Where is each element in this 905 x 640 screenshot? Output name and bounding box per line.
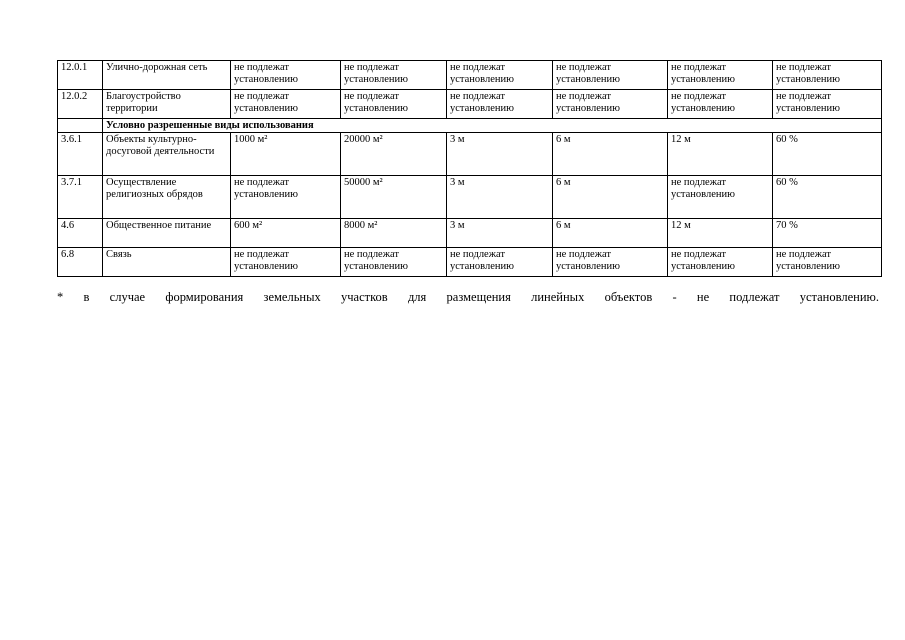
table-row xyxy=(58,90,882,119)
table-body xyxy=(58,61,882,277)
value-cell: 60 % xyxy=(773,133,882,176)
value-cell: не подлежат установлению xyxy=(341,248,447,277)
use-type-cell: Благоустройство территории xyxy=(103,90,231,119)
value-cell: не подлежат установлению xyxy=(341,61,447,90)
value-cell: не подлежат установлению xyxy=(341,90,447,119)
value-cell: 600 м² xyxy=(231,219,341,248)
value-cell: 6 м xyxy=(553,219,668,248)
value-cell: не подлежат установлению xyxy=(553,61,668,90)
code-cell: 6.8 xyxy=(58,248,103,277)
value-cell: 20000 м² xyxy=(341,133,447,176)
value-cell: не подлежат установлению xyxy=(668,248,773,277)
code-cell: 4.6 xyxy=(58,219,103,248)
use-type-cell: Объекты культурно-досуговой деятельности xyxy=(103,133,231,176)
value-cell: 8000 м² xyxy=(341,219,447,248)
code-cell: 3.6.1 xyxy=(58,133,103,176)
use-type-cell: Общественное питание xyxy=(103,219,231,248)
value-cell: не подлежат установлению xyxy=(668,176,773,219)
value-cell: 3 м xyxy=(447,176,553,219)
value-cell: не подлежат установлению xyxy=(668,90,773,119)
value-cell: не подлежат установлению xyxy=(447,248,553,277)
table-row xyxy=(58,61,882,90)
value-cell: 70 % xyxy=(773,219,882,248)
table-row xyxy=(58,176,882,219)
table-row xyxy=(58,248,882,277)
value-cell: не подлежат установлению xyxy=(231,176,341,219)
section-title: Условно разрешенные виды использования xyxy=(103,119,882,133)
code-cell: 12.0.2 xyxy=(58,90,103,119)
value-cell: не подлежат установлению xyxy=(773,61,882,90)
value-cell: не подлежат установлению xyxy=(773,90,882,119)
table-row xyxy=(58,219,882,248)
code-cell: 12.0.1 xyxy=(58,61,103,90)
value-cell: 3 м xyxy=(447,219,553,248)
value-cell: 12 м xyxy=(668,133,773,176)
use-type-cell: Осуществление религиозных обрядов xyxy=(103,176,231,219)
section-header-row xyxy=(58,119,882,133)
land-use-table xyxy=(57,60,882,277)
value-cell: не подлежат установлению xyxy=(447,61,553,90)
footnote: * в случае формирования земельных участков для размещения линейных объектов - не подлежат установлению. xyxy=(57,290,879,304)
value-cell: 6 м xyxy=(553,133,668,176)
value-cell: не подлежат установлению xyxy=(553,248,668,277)
use-type-cell: Улично-дорожная сеть xyxy=(103,61,231,90)
value-cell: 6 м xyxy=(553,176,668,219)
value-cell: 1000 м² xyxy=(231,133,341,176)
value-cell: 50000 м² xyxy=(341,176,447,219)
value-cell: не подлежат установлению xyxy=(447,90,553,119)
table-cell xyxy=(58,119,103,133)
table-row xyxy=(58,133,882,176)
value-cell: не подлежат установлению xyxy=(231,248,341,277)
value-cell: не подлежат установлению xyxy=(231,90,341,119)
value-cell: 60 % xyxy=(773,176,882,219)
value-cell: 12 м xyxy=(668,219,773,248)
value-cell: не подлежат установлению xyxy=(231,61,341,90)
value-cell: не подлежат установлению xyxy=(668,61,773,90)
use-type-cell: Связь xyxy=(103,248,231,277)
code-cell: 3.7.1 xyxy=(58,176,103,219)
value-cell: 3 м xyxy=(447,133,553,176)
value-cell: не подлежат установлению xyxy=(553,90,668,119)
value-cell: не подлежат установлению xyxy=(773,248,882,277)
